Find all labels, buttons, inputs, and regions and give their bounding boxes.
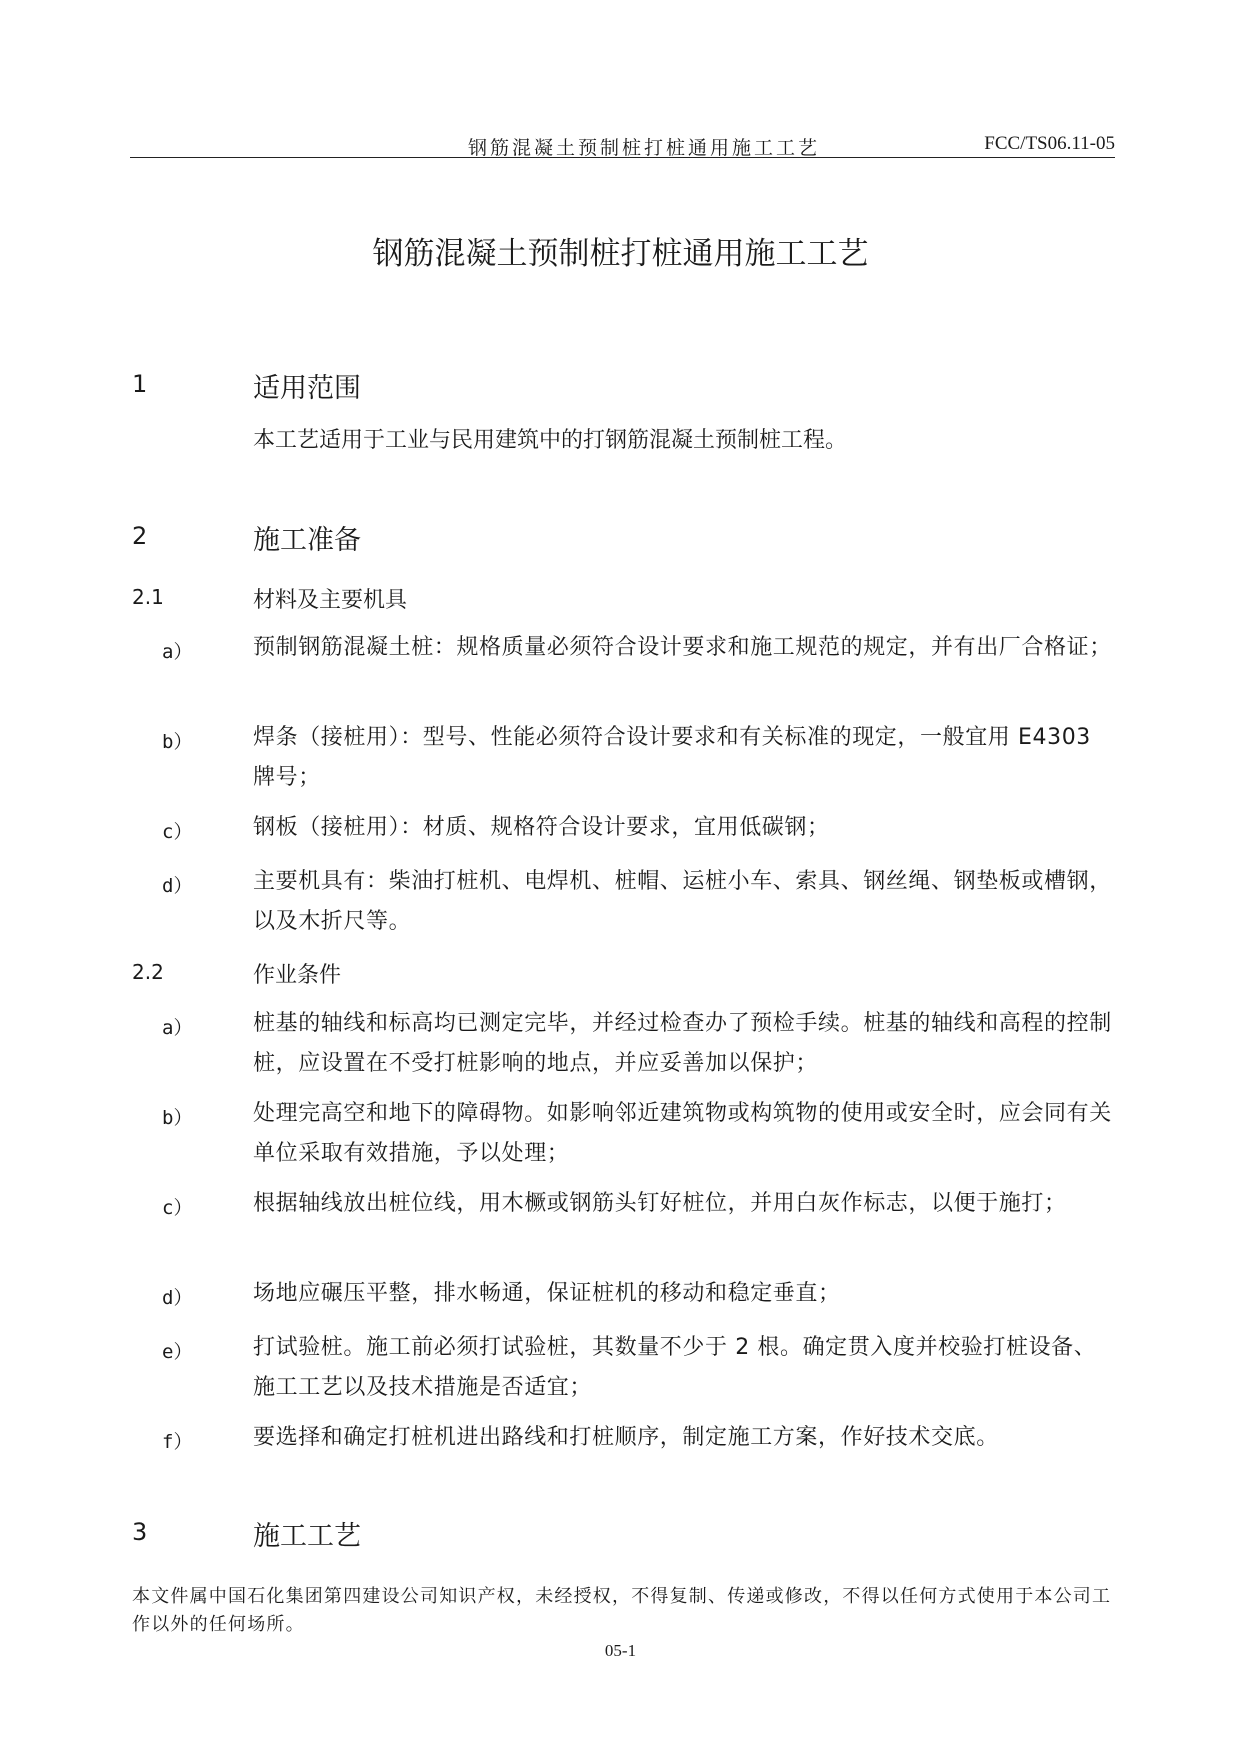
page-number: 05-1 [604, 1641, 637, 1660]
subsection-number: 2.2 [132, 960, 164, 984]
list-item-text: 处理完高空和地下的障碍物。如影响邻近建筑物或构筑物的使用或安全时，应会同有关单位采取有效措施，予以处理； [253, 1101, 1112, 1166]
list-item-text: 预制钢筋混凝土桩：规格质量必须符合设计要求和施工规范的规定，并有出厂合格证； [253, 635, 1112, 660]
list-item-label: d） [162, 1287, 193, 1309]
subsection-heading: 材料及主要机具 [253, 588, 408, 613]
list-item-label: b） [162, 1107, 193, 1129]
list-item-text: 要选择和确定打桩机进出路线和打桩顺序，制定施工方案，作好技术交底。 [253, 1425, 999, 1450]
running-header-title: 钢筋混凝土预制桩打桩通用施工工艺 [468, 137, 821, 159]
list-item-text: 桩基的轴线和标高均已测定完毕，并经过检查办了预检手续。桩基的轴线和高程的控制桩，应设置在不受打桩影响的地点，并应妥善加以保护； [253, 1011, 1112, 1076]
list-item-label: e） [162, 1341, 193, 1363]
list-item-text: 钢板（接桩用）：材质、规格符合设计要求，宜用低碳钢； [253, 815, 830, 840]
header-divider [130, 157, 1115, 158]
list-item-label: a） [162, 641, 193, 663]
subsection-number: 2.1 [132, 585, 164, 609]
page-title: 钢筋混凝土预制桩打桩通用施工工艺 [372, 236, 869, 272]
section-heading: 适用范围 [253, 373, 361, 404]
list-item-label: f） [162, 1431, 193, 1453]
list-item-label: a） [162, 1017, 193, 1039]
section-heading: 施工准备 [253, 525, 361, 556]
document-code: FCC/TS06.11-05 [984, 133, 1115, 154]
section-number: 2 [132, 522, 148, 550]
list-item-label: b） [162, 731, 193, 753]
copyright-notice: 本文件属中国石化集团第四建设公司知识产权，未经授权，不得复制、传递或修改，不得以任何方式使用于本公司工作以外的任何场所。 [132, 1586, 1112, 1635]
list-item-text: 打试验桩。施工前必须打试验桩，其数量不少于 2 根。确定贯入度并校验打桩设备、施工工艺以及技术措施是否适宜； [253, 1335, 1097, 1400]
section-number: 1 [132, 370, 148, 398]
list-item-text: 场地应碾压平整，排水畅通，保证桩机的移动和稳定垂直； [253, 1281, 841, 1306]
section-heading: 施工工艺 [253, 1521, 361, 1552]
list-item-label: c） [162, 1197, 193, 1219]
list-item-label: d） [162, 875, 193, 897]
section-body: 本工艺适用于工业与民用建筑中的打钢筋混凝土预制桩工程。 [253, 428, 848, 453]
list-item-text: 焊条（接桩用）：型号、性能必须符合设计要求和有关标准的现定，一般宜用 E4303 牌号； [253, 725, 1091, 790]
list-item-text: 主要机具有：柴油打桩机、电焊机、桩帽、运桩小车、索具、钢丝绳、钢垫板或槽钢，以及木折尺等。 [253, 869, 1112, 934]
list-item-text: 根据轴线放出桩位线，用木橛或钢筋头钉好桩位，并用白灰作标志，以便于施打； [253, 1191, 1067, 1216]
section-number: 3 [132, 1518, 148, 1546]
list-item-label: c） [162, 821, 193, 843]
subsection-heading: 作业条件 [253, 963, 342, 988]
